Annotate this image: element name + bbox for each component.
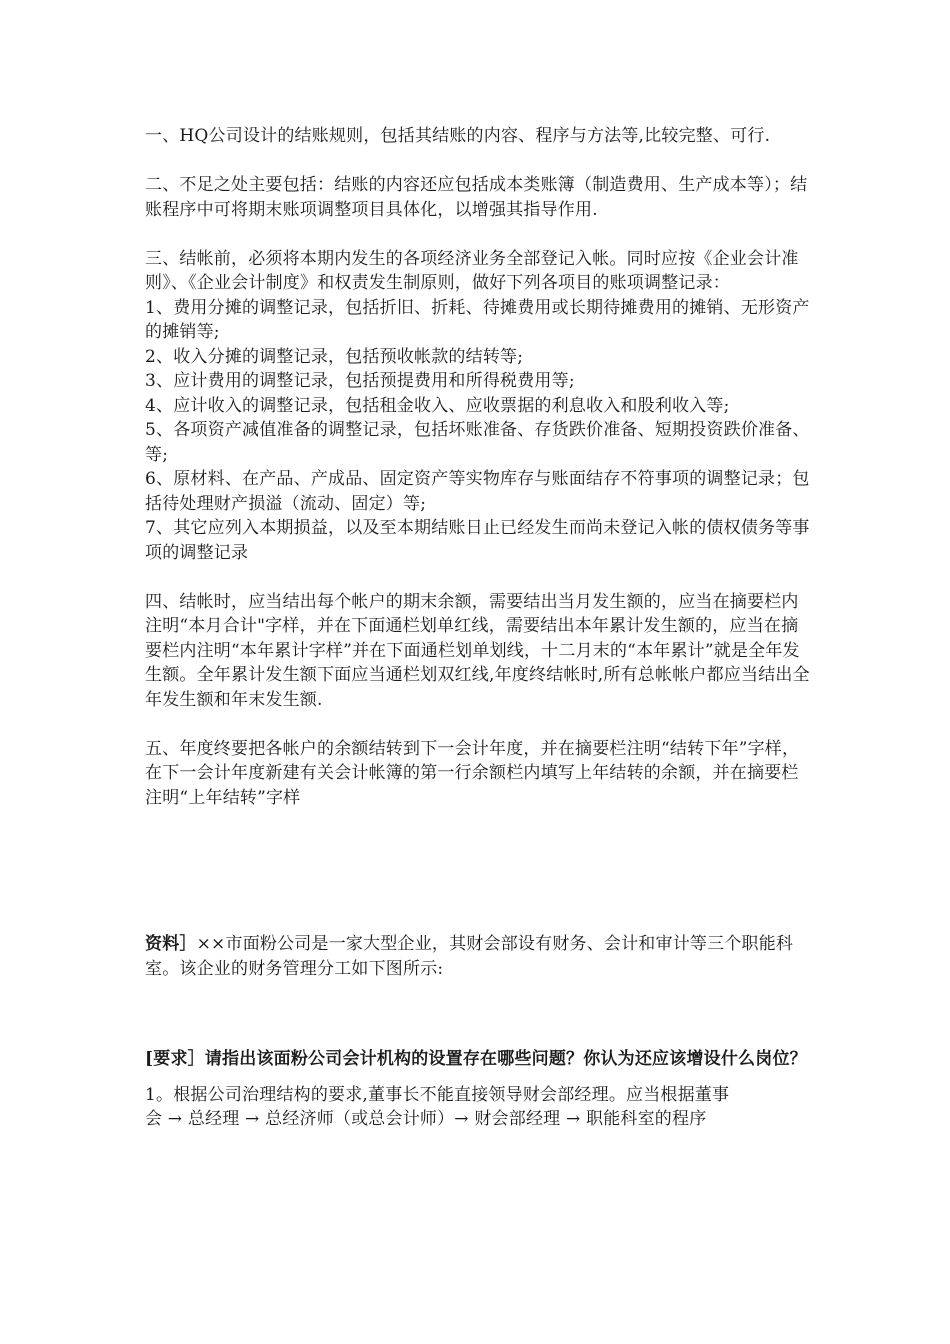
- list-item: 5、各项资产减值准备的调整记录，包括坏账准备、存货跌价准备、短期投资跌价准备、等;: [145, 420, 810, 465]
- paragraph-5: 五、年度终要把各帐户的余额结转到下一会计年度，并在摘要栏注明“结转下年”字样，在下一会计年度新建有关会计帐簿的第一行余额栏内填写上年结转的余额，并在摘要栏注明“上年结转”字样: [145, 738, 800, 808]
- material-text: ××市面粉公司是一家大型企业，其财会部设有财务、会计和审计等三个职能科室。该企业的财务管理分工如下图所示:: [145, 934, 794, 979]
- document-body: [145, 124, 810, 1132]
- list-item: 2、收入分摊的调整记录，包括预收帐款的结转等;: [145, 346, 524, 367]
- list-item: 1、费用分摊的调整记录，包括折旧、折耗、待摊费用或长期待摊费用的摊销、无形资产的摊销等;: [145, 297, 810, 342]
- paragraph-3-intro: 三、结帐前，必须将本期内发生的各项经济业务全部登记入帐。同时应按《企业会计准则》、《企业会计制度》和权责发生制原则，做好下列各项目的账项调整记录：: [145, 248, 799, 293]
- requirement-heading: [要求］请指出该面粉公司会计机构的设置存在哪些问题？你认为还应该增设什么岗位？: [145, 1049, 807, 1069]
- material-paragraph: [145, 932, 810, 981]
- list-item: 3、应计费用的调整记录，包括预提费用和所得税费用等;: [145, 371, 575, 391]
- paragraph-1: 一、HQ公司设计的结账规则，包括其结账的内容、程序与方法等,比较完整、可行.: [145, 126, 771, 146]
- material-label: 资料］: [145, 934, 197, 954]
- paragraph-4: 四、结帐时，应当结出每个帐户的期末余额，需要结出当月发生额的，应当在摘要栏内注明“本月合计"字样，并在下面通栏划单红线，需要结出本年累计发生额的，应当在摘要栏内注明“本年累计字样”并在下面通栏划单划线，十二月末的“本年累计”就是全年发生额。全年累计发生额下面应当通栏划双红线,年度终结帐时,所有总帐帐户都应当结出全年发生额和年末发生额.: [145, 591, 810, 710]
- answer-line-1: 1。根据公司治理结构的要求,董事长不能直接领导财会部经理。应当根据董事: [145, 1084, 730, 1105]
- list-item: 4、应计收入的调整记录，包括租金收入、应收票据的利息收入和股利收入等;: [145, 395, 730, 416]
- list-item: 6、原材料、在产品、产成品、固定资产等实物库存与账面结存不符事项的调整记录；包括待处理财产损溢（流动、固定）等;: [145, 469, 810, 514]
- paragraph-2: 二、不足之处主要包括：结账的内容还应包括成本类账簿（制造费用、生产成本等）；结账程序中可将期末账项调整项目具体化，以增强其指导作用.: [145, 175, 808, 220]
- answer-line-2: 会 → 总经理 → 总经济师（或总会计师）→ 财会部经理 → 职能科室的程序: [145, 1109, 707, 1129]
- list-item: 7、其它应列入本期损益，以及至本期结账日止已经发生而尚未登记入帐的债权债务等事项的调整记录: [145, 518, 810, 563]
